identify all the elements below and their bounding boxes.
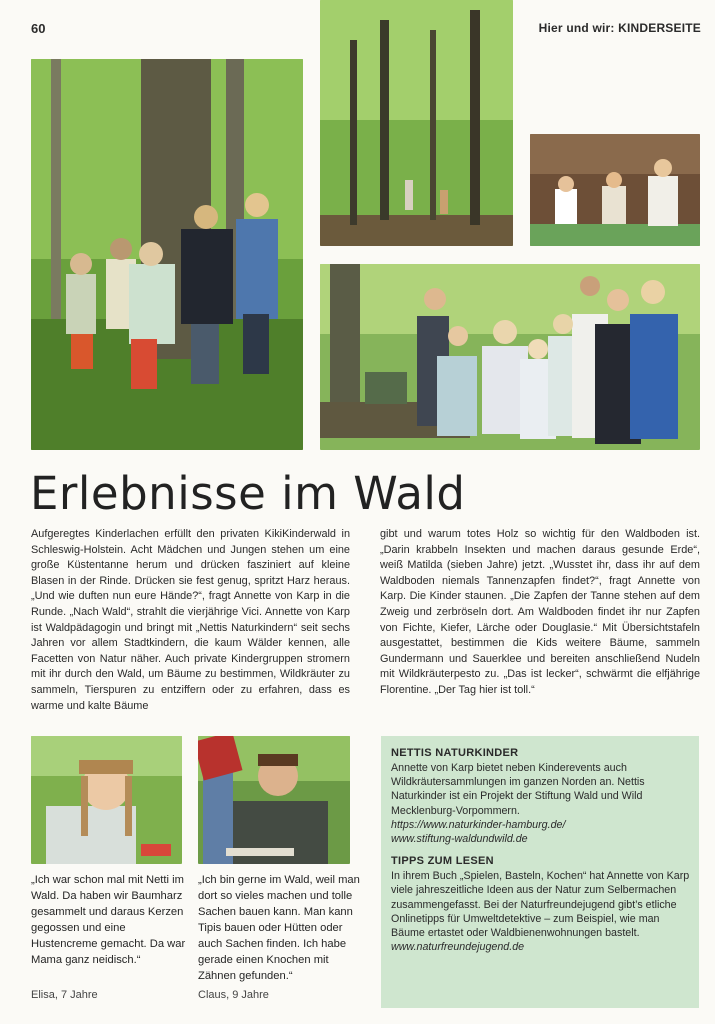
boy-portrait-photo: [198, 736, 350, 864]
link-stiftung-waldundwild[interactable]: www.stiftung-waldundwild.de: [391, 833, 528, 846]
children-in-forest-photo: [31, 59, 303, 450]
quote-author-elisa: Elisa, 7 Jahre: [31, 989, 98, 1001]
girl-portrait-photo: [31, 736, 182, 864]
link-naturfreundejugend[interactable]: www.naturfreundejugend.de: [391, 941, 525, 954]
link-naturkinder-hamburg[interactable]: https://www.naturkinder-hamburg.de/: [391, 818, 566, 831]
quote-author-claus: Claus, 9 Jahre: [198, 989, 269, 1001]
page-number: 60: [31, 21, 46, 36]
info-text-naturkinder: Annette von Karp bietet neben Kinderevents auch Wildkräutersammlungen im ganzen Norden an. Nettis Naturkinder ist ein Projekt der Stiftung Wald und Wild Mecklenburg-Vorpommern.: [391, 762, 645, 817]
info-box: [381, 736, 699, 1008]
group-portrait-photo: [320, 264, 700, 450]
quote-claus: „Ich bin gerne im Wald, weil man dort so vieles machen und tolle Sachen bauen kann. Man kann Tipis bauen oder Hütten oder auch Sachen finden. Ich habe gerade einen Knochen mit Zähnen gefunden.“: [198, 874, 360, 982]
article-column-1: Aufgeregtes Kinderlachen erfüllt den privaten KikiKinderwald in Schleswig-Holstein. Acht Mädchen und Jungen stehen um eine große Küstentanne herum und drücken fasziniert auf kleine Blasen in der Rinde. Drücken sie fest genug, spritzt Harz heraus. „Und wie duften nun eure Hände?“, fragt Annette von Karp in die Runde. „Nach Wald“, strahlt die vierjährige Vici. Annette von Karp ist Waldpädagogin und bringt mit „Nettis Naturkindern“ seit sechs Jahren vor allem Stadtkindern, die kaum Wälder kennen, alle Facetten von Natur näher. Auch private Kindergruppen stromern mit ihr durch den Wald, um Bäume zu bestimmen, Wildkräuter zu sammeln, Tierspuren zu entziffern oder zu erfahren, dass es warme und kalte Bäume: [31, 528, 350, 712]
info-heading-naturkinder: NETTIS NATURKINDER: [391, 747, 519, 759]
article-column-2: gibt und warum totes Holz so wichtig für den Waldboden ist. „Darin krabbeln Insekten und machen daraus gesunde Erde“, weiß Matilda (sieben Jahre) jetzt. „Wusstet ihr, dass ihr auf dem Waldboden niemals Tannenzapfen findet?“, fragt Annette von Karp. Die Kinder staunen. „Die Zapfen der Tanne stehen auf dem Zweig und zerbröseln dort. Am Waldboden findet ihr nur Zapfen von Fichte, Kiefer, Lärche oder Douglasie.“ Mit Übersichtstafeln ausgestattet, bestimmen die Kids weitere Bäume, sammeln Gundermann und Sauerklee und bereiten anschließend Nudeln mit Wildkräuterpesto zu. „Das ist lecker“, schwärmt die elfjährige Florentine. „Der Tag hier ist toll.“: [380, 528, 700, 696]
section-title: Hier und wir: KINDERSEITE: [538, 21, 701, 35]
quote-elisa: „Ich war schon mal mit Netti im Wald. Da haben wir Baumharz gesammelt und daraus Kerzen gegossen und eine Hustencreme gemacht. Da war Mama ganz neidisch.“: [31, 874, 186, 966]
tall-forest-photo: [320, 0, 513, 246]
children-at-table-photo: [530, 134, 700, 246]
info-text-tipps: In ihrem Buch „Spielen, Basteln, Kochen“ hat Annette von Karp viele jahreszeitliche Ideen aus der Natur zum Selbermachen zusammengefasst. Bei der Naturfreundejugend gibt’s etliche Onlinetipps für Umweltdetektive – zum Beispiel, wie man Bäume ertastet oder Waldbienenwohnungen bastelt.: [391, 870, 690, 940]
info-heading-tipps: TIPPS ZUM LESEN: [391, 855, 494, 868]
article-headline: Erlebnisse im Wald: [30, 467, 466, 520]
